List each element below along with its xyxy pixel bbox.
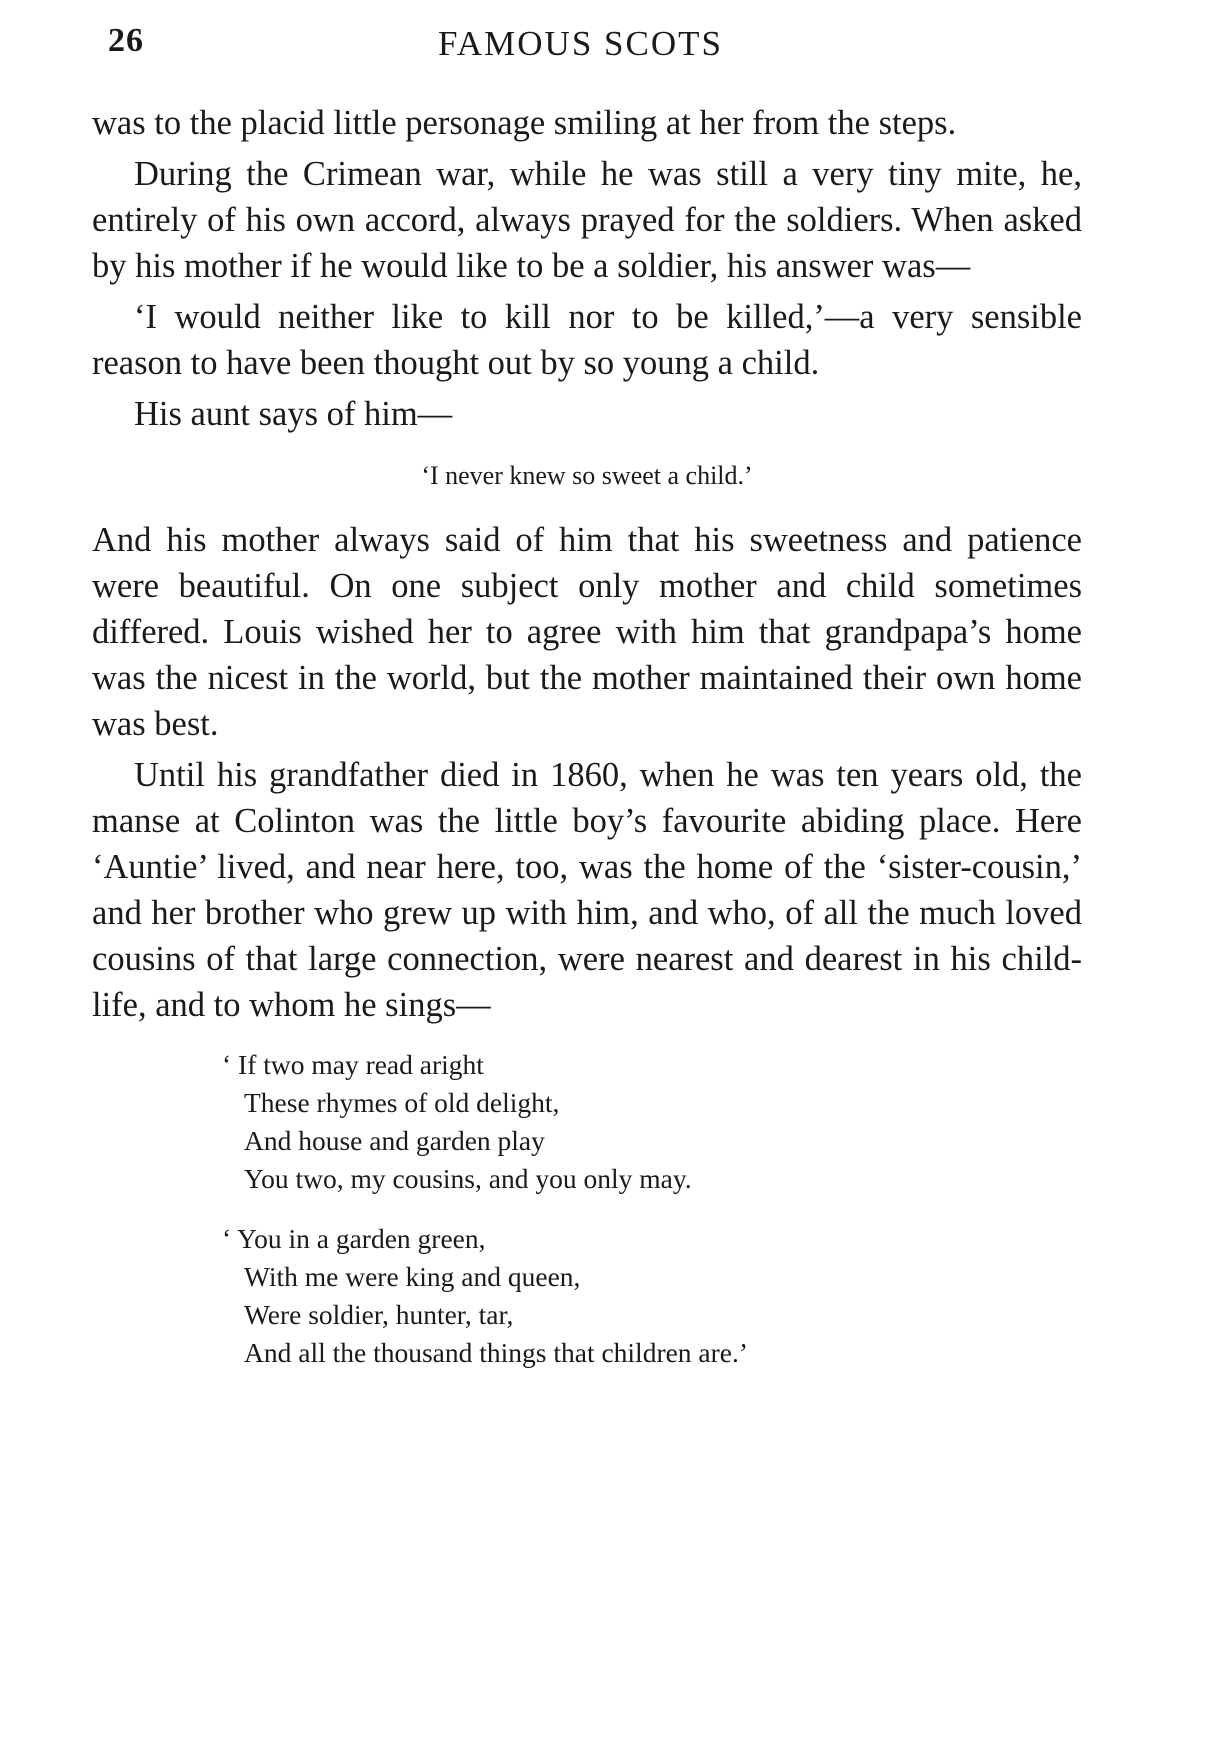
page-number: 26: [108, 22, 144, 59]
block-quote: ‘I never knew so sweet a child.’: [421, 461, 753, 490]
paragraph-crimean-war: During the Crimean war, while he was still a very tiny mite, he, entirely of his own accord, always prayed for the soldiers. When asked by his mother if he would like to be a soldier, his answer was—: [92, 155, 1082, 285]
verse-line: ‘ You in a garden green,: [222, 1223, 486, 1254]
verse-block: [222, 1046, 1082, 1372]
paragraph-continuation: was to the placid little personage smiling at her from the steps.: [92, 104, 957, 142]
running-head: FAMOUS SCOTS: [438, 24, 723, 63]
page-header: [108, 22, 1118, 72]
verse-line: Were soldier, hunter, tar,: [244, 1299, 514, 1330]
verse-line: You two, my cousins, and you only may.: [244, 1163, 692, 1194]
paragraph-answer: ‘I would neither like to kill nor to be killed,’—a very sensible reason to have been thought out by so young a child.: [92, 298, 1082, 382]
verse-line: And all the thousand things that children are.’: [244, 1337, 749, 1368]
verse-stanza-1: [222, 1046, 1082, 1198]
verse-line: And house and garden play: [244, 1125, 545, 1156]
paragraph-grandfather: Until his grandfather died in 1860, when he was ten years old, the manse at Colinton was the little boy’s favourite abiding place. Here ‘Auntie’ lived, and near here, too, was the home of the ‘sister-cousin,’ and her brother who grew up with him, and who, of all the much loved cousins of that large connection, were nearest and dearest in his child-life, and to whom he sings—: [92, 756, 1082, 1024]
page-body: [92, 100, 1082, 1394]
verse-line: ‘ If two may read aright: [222, 1049, 484, 1080]
verse-line: These rhymes of old delight,: [244, 1087, 560, 1118]
paragraph-mother: And his mother always said of him that his sweetness and patience were beautiful. On one subject only mother and child sometimes differed. Louis wished her to agree with him that grandpapa’s home was the nicest in the world, but the mother maintained their own home was best.: [92, 521, 1082, 743]
verse-stanza-2: [222, 1220, 1082, 1372]
paragraph-aunt-says: His aunt says of him—: [134, 395, 453, 433]
verse-line: With me were king and queen,: [244, 1261, 581, 1292]
